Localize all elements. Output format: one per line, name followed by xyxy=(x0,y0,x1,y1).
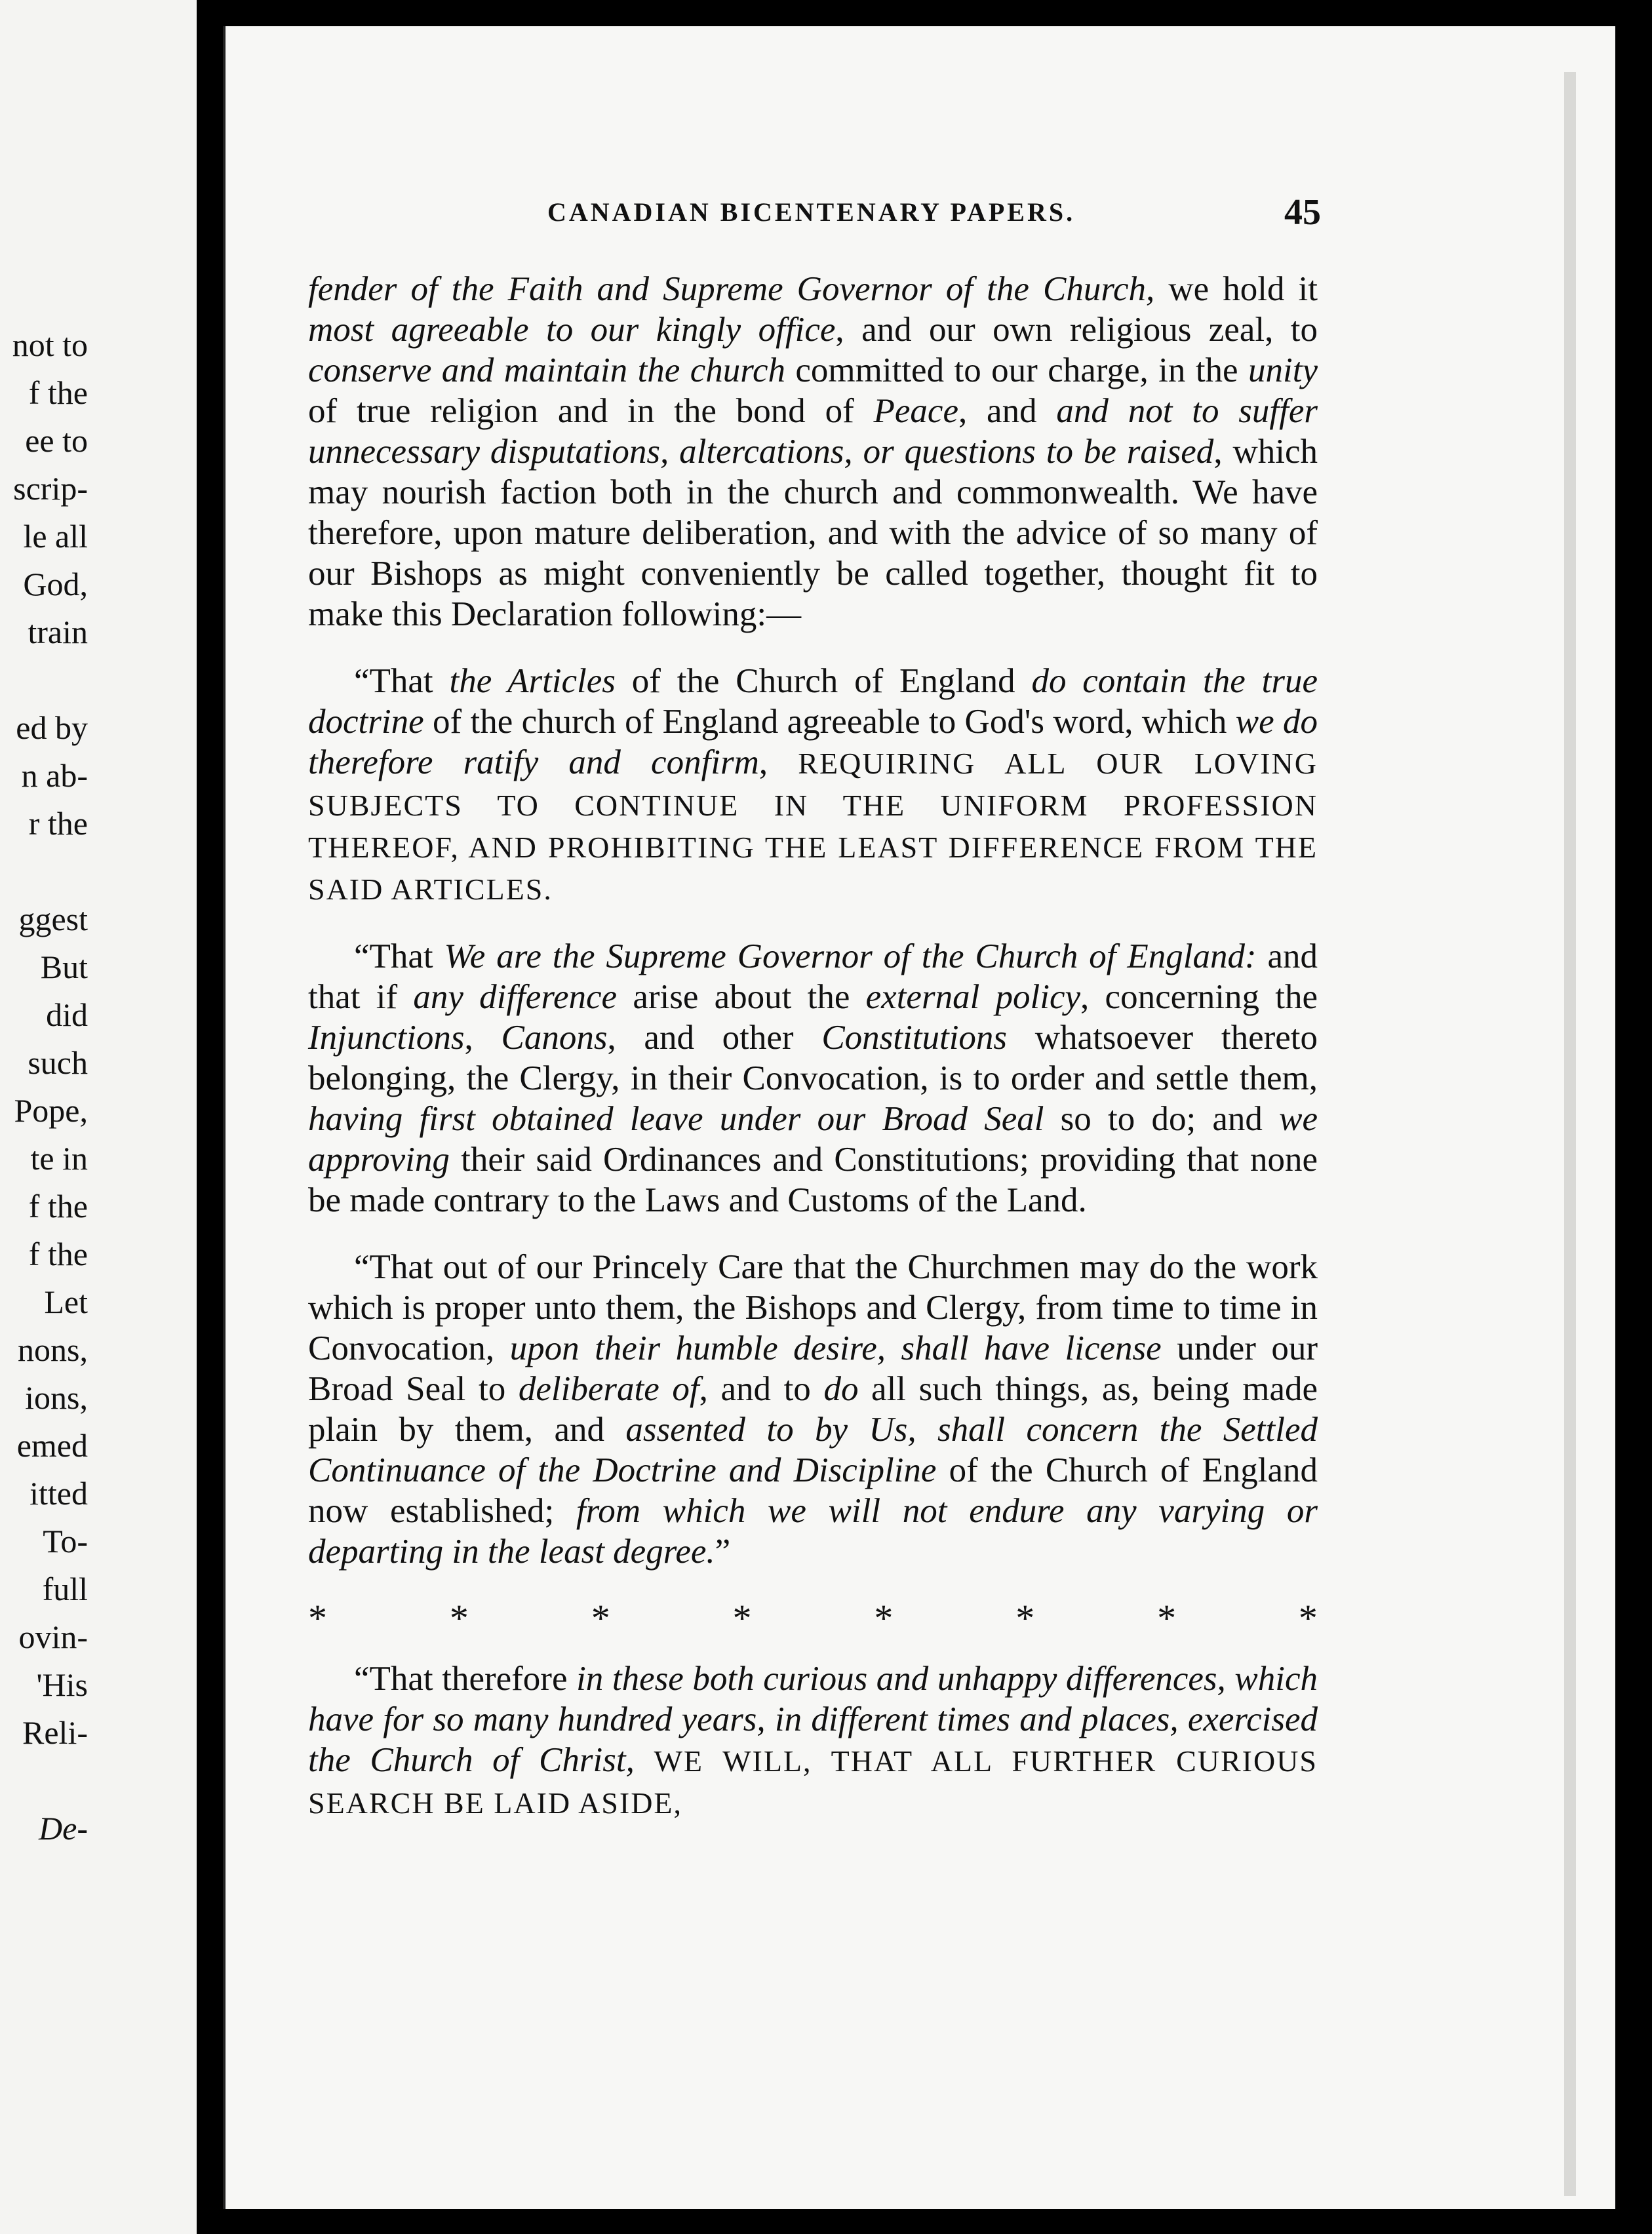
text-run: , concerning the xyxy=(1080,978,1318,1016)
italic-text: fender of the Faith and Supreme Governor of the Church, xyxy=(308,270,1155,308)
text-run: of the Church of England xyxy=(615,662,1032,700)
italic-text: we do therefore ratify and confirm xyxy=(308,703,1318,781)
text-run: , and to xyxy=(699,1370,824,1408)
text-run: “That therefore xyxy=(354,1660,577,1698)
text-run: all such things, as, being made plain by them, and xyxy=(308,1370,1318,1449)
facing-page-line: r the xyxy=(28,805,88,842)
facing-page-line: ions, xyxy=(25,1379,88,1416)
italic-text: do contain the true doctrine xyxy=(308,662,1318,741)
text-run xyxy=(635,1741,654,1779)
paragraph xyxy=(308,269,1318,635)
facing-page-line: ggest xyxy=(18,901,88,937)
facing-page-line: emed xyxy=(16,1427,88,1464)
facing-page-line: 'His xyxy=(36,1666,88,1703)
star-mark: * xyxy=(308,1597,327,1639)
facing-page-line: did xyxy=(46,996,88,1033)
paragraph xyxy=(308,1247,1318,1572)
text-run: “That xyxy=(354,937,444,975)
star-mark: * xyxy=(874,1597,894,1639)
paragraph xyxy=(308,661,1318,910)
facing-page-line: Pope, xyxy=(14,1092,88,1129)
star-mark: * xyxy=(449,1597,469,1639)
facing-page-line: f the xyxy=(28,374,88,411)
facing-page-line: ed by xyxy=(16,709,88,746)
facing-page-line: De- xyxy=(39,1810,88,1847)
text-run: and that if xyxy=(308,937,1318,1016)
page-number: 45 xyxy=(1284,192,1321,233)
facing-page-line: scrip- xyxy=(13,470,88,507)
italic-text: conserve and maintain the church xyxy=(308,351,785,389)
italic-text: unity xyxy=(1248,351,1318,389)
facing-page-line: not to xyxy=(12,326,88,363)
text-run: , xyxy=(758,743,798,781)
italic-text: having first obtained leave under our Broad Seal xyxy=(308,1100,1044,1138)
star-mark: * xyxy=(1298,1597,1318,1639)
facing-page-line xyxy=(12,848,88,895)
text-run: “That xyxy=(354,662,450,700)
text-run: “That out of our Princely Care that the Churchmen may do the work which is proper unto them, the Bishops and Clergy, from time to time in Convocation, xyxy=(308,1248,1318,1367)
facing-page-line: Reli- xyxy=(22,1714,88,1751)
facing-page-line xyxy=(12,1757,88,1805)
text-run: under our Broad Seal to xyxy=(308,1329,1318,1408)
star-mark: * xyxy=(1015,1597,1035,1639)
text-run: , xyxy=(464,1019,502,1057)
facing-page-line xyxy=(12,656,88,704)
italic-text: in these both curious and unhappy differences, which have for so many hundred years, in different times and places, exercised the Church of Christ, xyxy=(308,1660,1318,1779)
facing-page-line: f the xyxy=(28,1188,88,1225)
facing-page-line: le all xyxy=(23,518,88,555)
text-run: whatsoever thereto belonging, the Clergy, in their Convocation, is to order and settle them, xyxy=(308,1019,1318,1097)
text-run: , and our own religious zeal, to xyxy=(835,311,1318,349)
text-run: of the church of England agreeable to God's word, which xyxy=(423,703,1236,741)
page-edge xyxy=(1564,72,1576,2196)
italic-text: any difference xyxy=(413,978,618,1016)
text-run: we hold it xyxy=(1154,270,1318,308)
paragraph xyxy=(308,1658,1318,1824)
paragraph xyxy=(308,936,1318,1221)
italic-text: upon their humble desire, shall have license xyxy=(509,1329,1162,1367)
facing-page-line: f the xyxy=(28,1236,88,1272)
facing-page-line: full xyxy=(42,1571,88,1607)
page-header xyxy=(324,164,1321,233)
facing-page-line: itted xyxy=(30,1475,88,1512)
running-head: CANADIAN BICENTENARY PAPERS. xyxy=(547,197,1076,227)
facing-page-line: nons, xyxy=(18,1331,88,1368)
italic-text: do xyxy=(823,1370,859,1408)
italic-text: from which we will not endure any varying or departing in the least degree. xyxy=(308,1492,1318,1571)
italic-text: we approving xyxy=(308,1100,1318,1179)
italic-text: Peace xyxy=(873,392,958,430)
italic-text: assented to by Us, shall concern the Settled Continuance of the Doctrine and Discipline xyxy=(308,1411,1318,1489)
page-body xyxy=(308,269,1318,1850)
text-run: ” xyxy=(715,1533,731,1571)
star-mark: * xyxy=(732,1597,752,1639)
ellipsis-stars xyxy=(308,1598,1318,1639)
facing-page-line: But xyxy=(40,949,88,985)
italic-text: and not to suffer unnecessary disputations, altercations, or questions to be raised xyxy=(308,392,1318,471)
text-run: arise about the xyxy=(617,978,866,1016)
facing-page-line: n ab- xyxy=(21,757,88,794)
facing-page-line: train xyxy=(28,614,88,650)
italic-text: most agreeable to our kingly office xyxy=(308,311,836,349)
star-mark: * xyxy=(1157,1597,1177,1639)
italic-text: We are the Supreme Governor of the Church of England: xyxy=(444,937,1257,975)
text-run: , and xyxy=(958,392,1057,430)
italic-text: Constitutions xyxy=(821,1019,1008,1057)
text-run: , and other xyxy=(607,1019,822,1057)
small-caps-text: WE WILL, THAT ALL FURTHER CURIOUS SEARCH BE LAID ASIDE, xyxy=(308,1744,1318,1820)
text-run: of the Church of England now established; xyxy=(308,1451,1318,1530)
italic-text: deliberate of xyxy=(518,1370,699,1408)
facing-page-line: To- xyxy=(43,1523,88,1559)
facing-page-line: such xyxy=(28,1044,88,1081)
facing-page-text xyxy=(12,321,88,1852)
text-run: of true religion and in the bond of xyxy=(308,392,874,430)
facing-page-line: God, xyxy=(23,566,88,602)
facing-page-line: te in xyxy=(30,1140,88,1177)
book-gutter xyxy=(197,0,223,2234)
facing-page-line: Let xyxy=(44,1284,88,1320)
facing-page xyxy=(0,0,197,2234)
text-run: committed to our charge, in the xyxy=(785,351,1248,389)
text-run: their said Ordinances and Constitutions; providing that none be made contrary to the Laws and Customs of the Land. xyxy=(308,1141,1318,1219)
facing-page-line: ee to xyxy=(25,422,88,459)
star-mark: * xyxy=(591,1597,610,1639)
italic-text: the Articles xyxy=(449,662,616,700)
facing-page-line: ovin- xyxy=(18,1618,88,1655)
italic-text: Injunctions xyxy=(308,1019,465,1057)
italic-text: Canons xyxy=(501,1019,608,1057)
italic-text: external policy xyxy=(865,978,1081,1016)
small-caps-text: REQUIRING ALL OUR LOVING SUBJECTS TO CONTINUE IN THE UNIFORM PROFESSION THEREOF, AND PROHIBITING THE LEAST DIFFERENCE FROM THE SAID ARTICLES. xyxy=(308,747,1318,906)
text-run: so to do; and xyxy=(1044,1100,1280,1138)
text-run: , which may nourish faction both in the church and commonwealth. We have therefore, upon mature deliberation, and with the advice of so many of our Bishops as might conveniently be called together, thought fit to make this Declaration following:— xyxy=(308,433,1318,633)
